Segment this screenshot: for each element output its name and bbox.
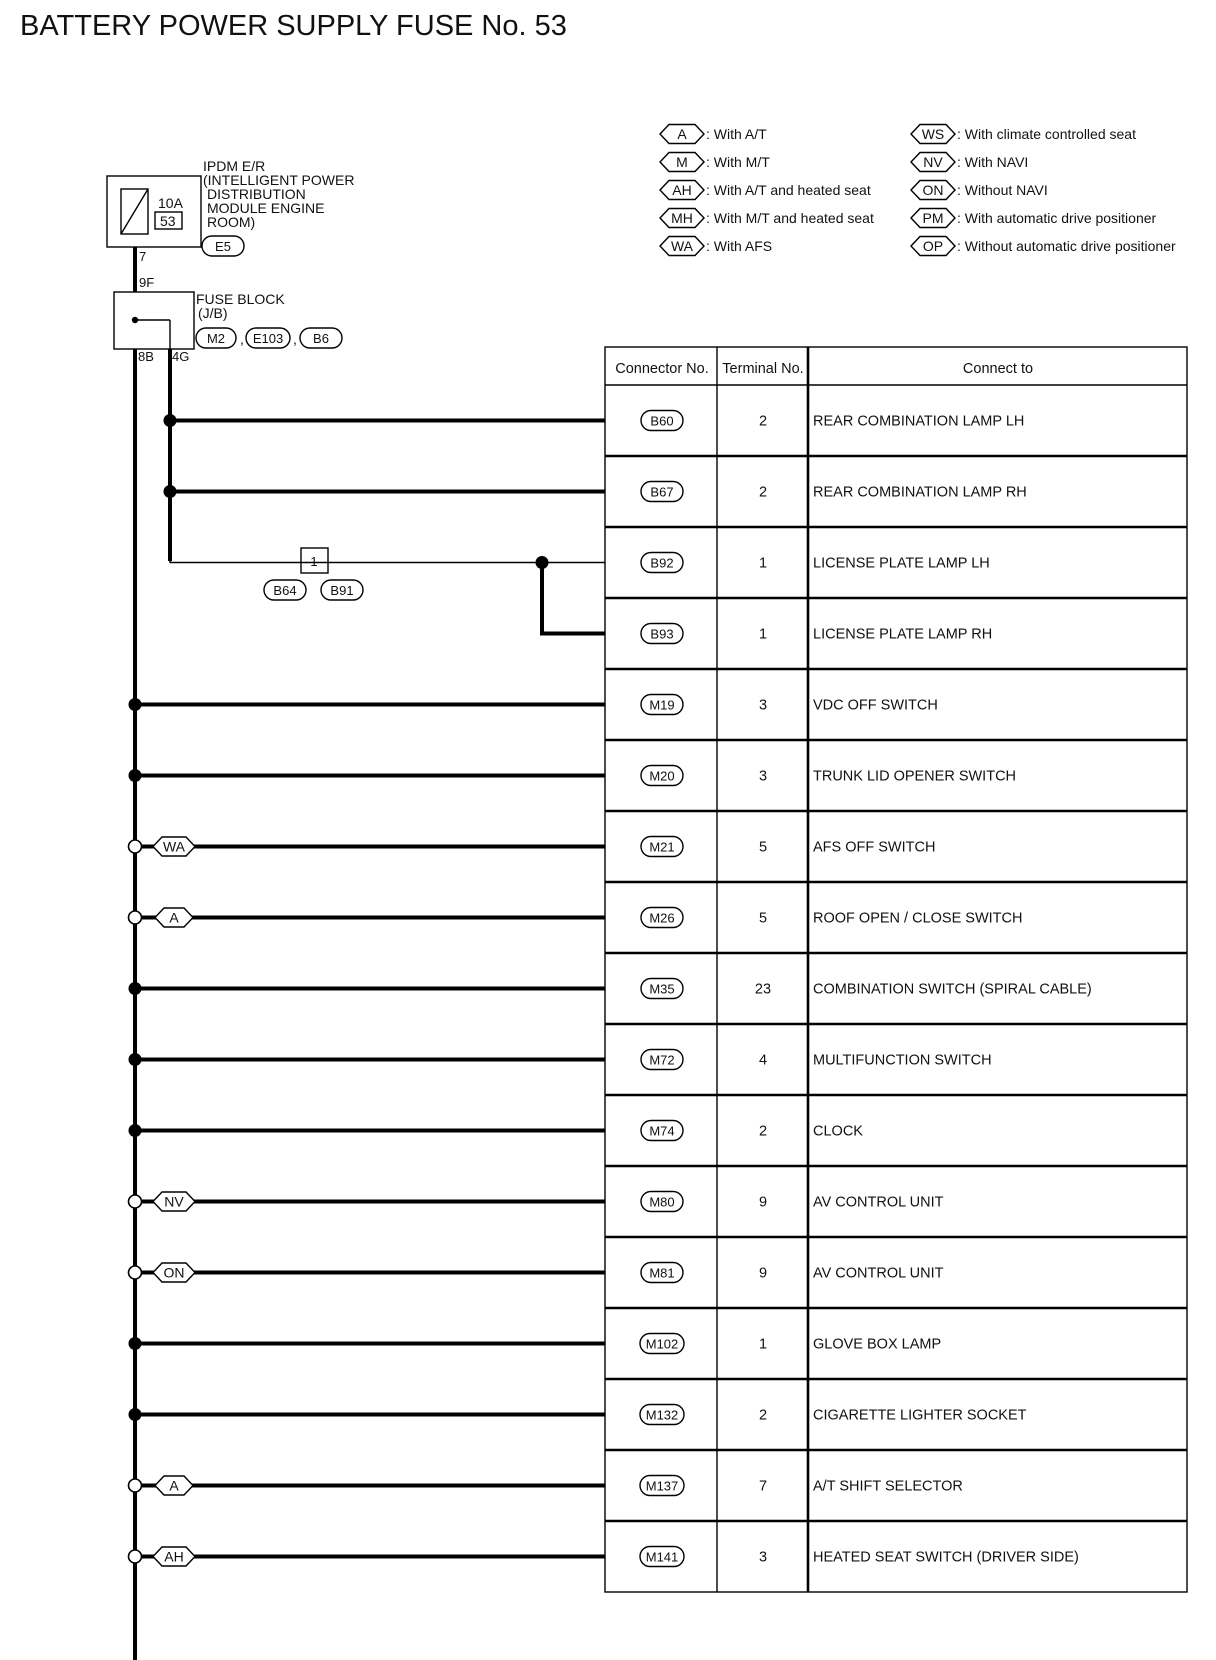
- header-connector-no: Connector No.: [615, 361, 709, 377]
- joint-terminal: 1: [310, 554, 318, 569]
- wire-option-tag-label: NV: [164, 1193, 184, 1210]
- connector-no-cell: M20: [649, 768, 675, 784]
- table-row: [129, 882, 1188, 928]
- connector-no-cell: M21: [649, 839, 675, 855]
- table-row: [129, 1095, 1188, 1141]
- connect-to-cell: ROOF OPEN / CLOSE SWITCH: [813, 910, 1023, 927]
- splice-dot: [129, 1053, 142, 1066]
- terminal-no-cell: 9: [758, 1194, 768, 1211]
- ipdm-label-4: MODULE ENGINE: [207, 200, 325, 216]
- option-splice: [129, 840, 142, 853]
- legend-text-on: : Without NAVI: [957, 182, 1048, 198]
- table-row: [129, 669, 1188, 715]
- table-row: [129, 1379, 1188, 1425]
- connector-no-cell: M74: [649, 1123, 675, 1139]
- splice-dot: [129, 1408, 142, 1421]
- fuse-block-label-2: (J/B): [198, 305, 228, 321]
- header-connect-to: Connect to: [962, 361, 1034, 377]
- table-row: [129, 1521, 1188, 1567]
- connect-to-cell: AV CONTROL UNIT: [813, 1194, 944, 1211]
- splice-dot: [129, 1124, 142, 1137]
- connector-no-cell: B93: [650, 626, 674, 642]
- legend-text-mh: : With M/T and heated seat: [706, 210, 874, 226]
- connector-sep-2: ,: [293, 331, 297, 347]
- terminal-no-cell: 5: [758, 839, 768, 856]
- terminal-no-cell: 3: [758, 697, 768, 714]
- fuse-block-terminal-in: 9F: [139, 275, 155, 290]
- connect-to-cell: GLOVE BOX LAMP: [813, 1336, 942, 1353]
- connect-to-cell: MULTIFUNCTION SWITCH: [813, 1052, 992, 1069]
- connector-no-cell: M72: [649, 1052, 675, 1068]
- terminal-no-cell: 2: [758, 484, 768, 501]
- connect-to-cell: A/T SHIFT SELECTOR: [813, 1478, 963, 1495]
- legend-code-a-label: A: [677, 126, 687, 142]
- terminal-no-cell: 2: [758, 413, 768, 430]
- legend-text-op: : Without automatic drive positioner: [957, 238, 1176, 254]
- table-row: [170, 527, 1187, 573]
- fuse-block-terminal-8b: 8B: [138, 349, 154, 364]
- option-legend: [660, 125, 1176, 256]
- legend-code-wa-label: WA: [670, 238, 694, 254]
- legend-code-pm-label: PM: [922, 210, 944, 226]
- terminal-no-cell: 7: [758, 1478, 768, 1495]
- wire-option-tag-label: A: [169, 909, 179, 926]
- option-splice: [129, 911, 142, 924]
- connector-no-cell: M35: [649, 981, 675, 997]
- header-terminal-no: Terminal No.: [722, 361, 804, 377]
- legend-code-on-label: ON: [922, 182, 944, 198]
- terminal-no-cell: 5: [758, 910, 768, 927]
- connector-no-cell: M19: [649, 697, 675, 713]
- splice-dot: [164, 485, 177, 498]
- connector-no-cell: B92: [650, 555, 674, 571]
- table-row: [129, 1166, 1188, 1212]
- table-row: [129, 1308, 1188, 1354]
- table-row: [542, 563, 1187, 644]
- table-row: [164, 456, 1188, 502]
- connect-to-cell: REAR COMBINATION LAMP RH: [813, 484, 1027, 501]
- wire-option-tag-label: A: [169, 1477, 179, 1494]
- connector-no-cell: M80: [649, 1194, 675, 1210]
- legend-text-ws: : With climate controlled seat: [957, 126, 1136, 142]
- ipdm-module: [107, 158, 354, 264]
- page-title: BATTERY POWER SUPPLY FUSE No. 53: [20, 10, 567, 42]
- table-row: [129, 1024, 1188, 1070]
- terminal-no-cell: 1: [758, 555, 768, 572]
- legend-text-pm: : With automatic drive positioner: [957, 210, 1157, 226]
- connector-sep-1: ,: [240, 331, 244, 347]
- connect-to-cell: LICENSE PLATE LAMP RH: [813, 626, 993, 643]
- connector-no-cell: M137: [645, 1478, 679, 1494]
- connect-to-cell: REAR COMBINATION LAMP LH: [813, 413, 1025, 430]
- table-row: [129, 1450, 1188, 1496]
- option-splice: [129, 1266, 142, 1279]
- connect-to-cell: CIGARETTE LIGHTER SOCKET: [813, 1407, 1027, 1424]
- option-splice: [129, 1550, 142, 1563]
- wire-option-tag-label: ON: [163, 1264, 185, 1281]
- legend-text-ah: : With A/T and heated seat: [706, 182, 871, 198]
- connect-to-cell: CLOCK: [813, 1123, 863, 1140]
- connector-no-cell: M132: [645, 1407, 679, 1423]
- splice-dot: [129, 982, 142, 995]
- connector-no-cell: M102: [645, 1336, 679, 1352]
- connector-no-cell: M81: [649, 1265, 675, 1281]
- connect-to-cell: AFS OFF SWITCH: [813, 839, 936, 856]
- connect-to-cell: LICENSE PLATE LAMP LH: [813, 555, 990, 572]
- fuse-block: [114, 247, 342, 364]
- fuse-block-terminal-4g: 4G: [172, 349, 190, 364]
- connector-no-cell: B67: [650, 484, 674, 500]
- legend-text-wa: : With AFS: [706, 238, 773, 254]
- connect-to-cell: HEATED SEAT SWITCH (DRIVER SIDE): [813, 1549, 1079, 1566]
- legend-code-op-label: OP: [922, 238, 944, 254]
- ipdm-label-3: DISTRIBUTION: [207, 186, 306, 202]
- ipdm-terminal: 7: [139, 249, 147, 264]
- legend-code-ah-label: AH: [672, 182, 692, 198]
- wire-B93: [542, 563, 605, 634]
- connect-to-cell: AV CONTROL UNIT: [813, 1265, 944, 1282]
- terminal-no-cell: 23: [754, 981, 772, 998]
- connector-M2-label: M2: [206, 331, 226, 346]
- fuse-rating: 10A: [158, 195, 183, 211]
- table-row: [129, 953, 1188, 999]
- option-splice: [129, 1479, 142, 1492]
- fuse-block-label-1: FUSE BLOCK: [196, 291, 285, 307]
- splice-dot: [129, 698, 142, 711]
- table-header: [615, 361, 1033, 377]
- legend-code-mh-label: MH: [671, 210, 693, 226]
- table-row: [129, 1237, 1188, 1283]
- legend-text-nv: : With NAVI: [957, 154, 1029, 170]
- splice-dot: [164, 414, 177, 427]
- terminal-no-cell: 2: [758, 1407, 768, 1424]
- legend-text-a: : With A/T: [706, 126, 767, 142]
- connector-E103-label: E103: [252, 331, 284, 346]
- legend-code-nv-label: NV: [923, 154, 943, 170]
- terminal-no-cell: 4: [758, 1052, 768, 1069]
- legend-text-m: : With M/T: [706, 154, 770, 170]
- connector-B64-label: B64: [273, 583, 297, 598]
- connector-table: [605, 347, 1187, 1592]
- ipdm-label-1: IPDM E/R: [203, 158, 266, 174]
- legend-code-m-label: M: [676, 154, 688, 170]
- table-row: [129, 811, 1188, 857]
- terminal-no-cell: 2: [758, 1123, 768, 1140]
- terminal-no-cell: 9: [758, 1265, 768, 1282]
- connect-to-cell: COMBINATION SWITCH (SPIRAL CABLE): [813, 981, 1092, 998]
- terminal-no-cell: 1: [758, 626, 768, 643]
- fuse-number: 53: [160, 213, 176, 229]
- connector-B91-label: B91: [330, 583, 354, 598]
- legend-code-ws-label: WS: [921, 126, 945, 142]
- wire-option-tag-label: AH: [164, 1548, 184, 1565]
- connection-rows: [129, 347, 1188, 1592]
- ipdm-label-5: ROOM): [207, 214, 256, 230]
- option-splice: [129, 1195, 142, 1208]
- connector-no-cell: M26: [649, 910, 675, 926]
- terminal-no-cell: 3: [758, 1549, 768, 1566]
- connector-E5-label: E5: [215, 239, 231, 254]
- connector-no-cell: M141: [645, 1549, 679, 1565]
- connect-to-cell: VDC OFF SWITCH: [813, 697, 938, 714]
- wire-option-tag-label: WA: [162, 838, 186, 855]
- terminal-no-cell: 1: [758, 1336, 768, 1353]
- connector-B6-label: B6: [313, 331, 329, 346]
- connector-no-cell: B60: [650, 413, 674, 429]
- joint-connector: [264, 548, 363, 600]
- terminal-no-cell: 3: [758, 768, 768, 785]
- connect-to-cell: TRUNK LID OPENER SWITCH: [813, 768, 1017, 785]
- ipdm-label-2: (INTELLIGENT POWER: [203, 172, 355, 188]
- table-row: [129, 740, 1188, 786]
- splice-dot: [129, 1337, 142, 1350]
- table-row: [164, 411, 1025, 431]
- splice-dot: [129, 769, 142, 782]
